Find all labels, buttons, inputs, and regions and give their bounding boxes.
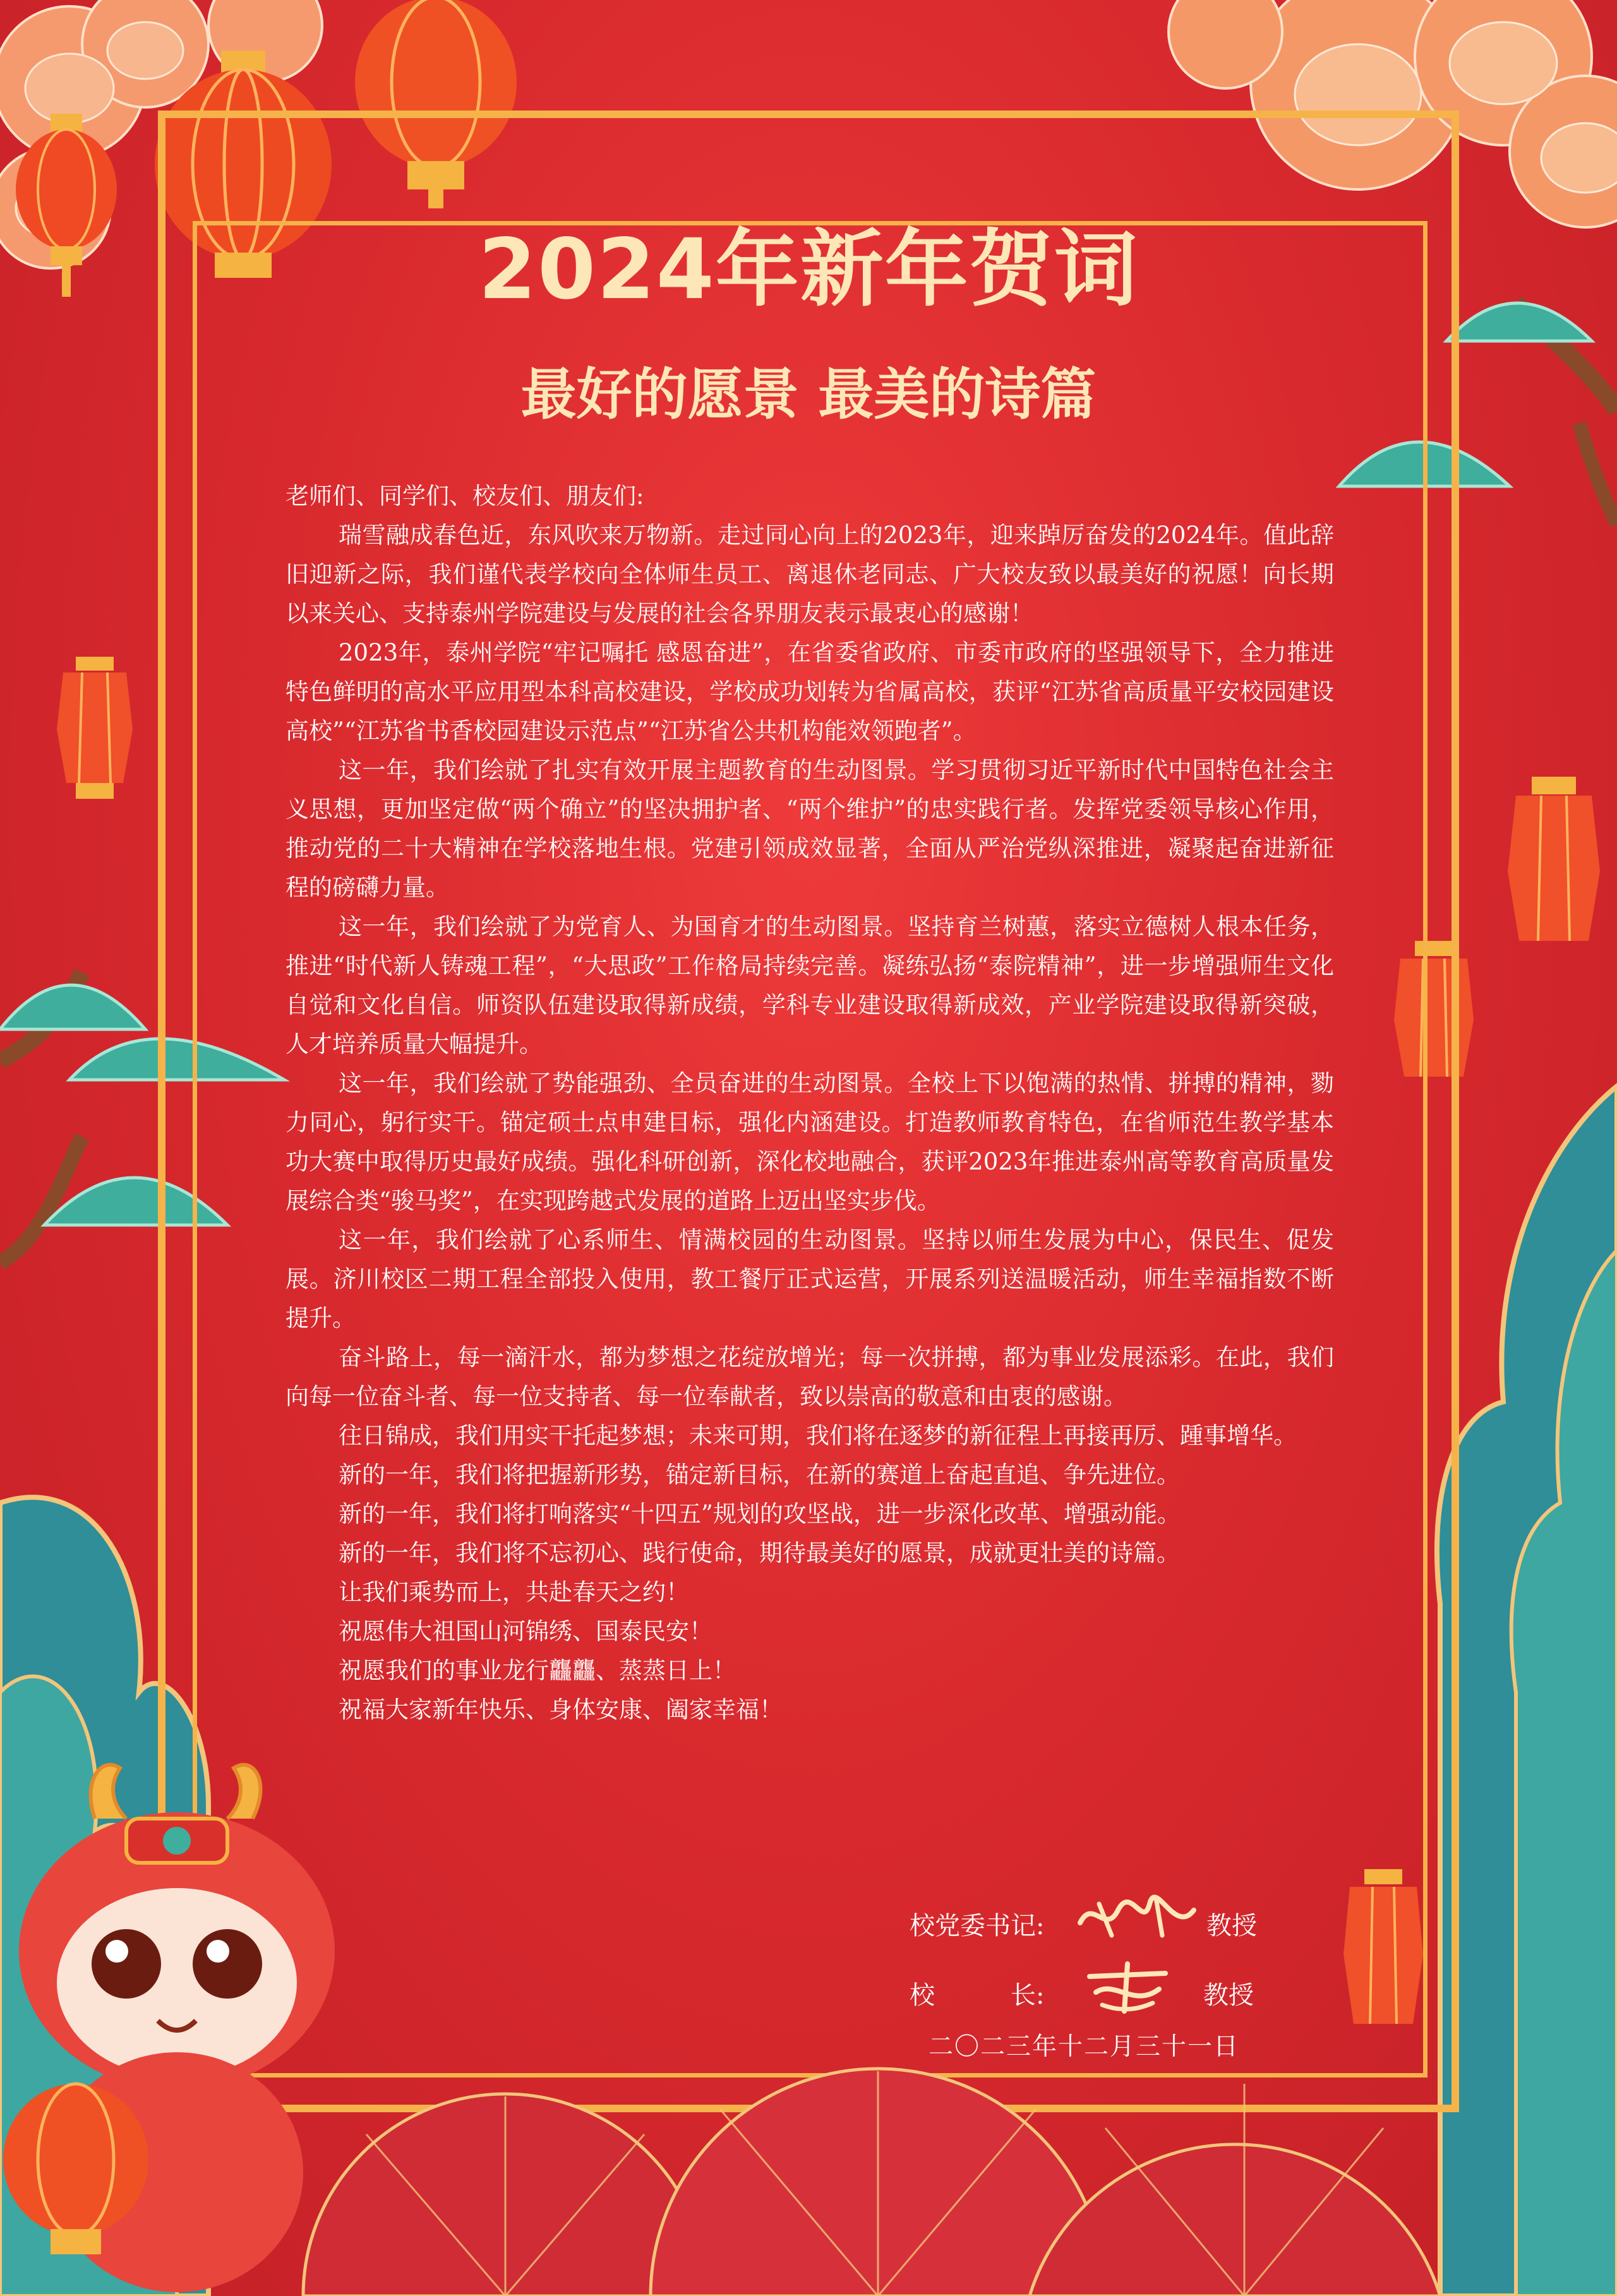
page-title: 2024年新年贺词 bbox=[478, 221, 1139, 318]
paragraph: 往日锦成，我们用实干托起梦想；未来可期，我们将在逐梦的新征程上再接再厉、踵事增华。 bbox=[339, 1422, 1297, 1449]
paragraph: 新的一年，我们将把握新形势，锚定新目标，在新的赛道上奋起直追、争先进位。 bbox=[339, 1461, 1180, 1488]
lantern-icon bbox=[54, 657, 136, 802]
signature-role-president: 校 长: bbox=[910, 1981, 1045, 2010]
letter-date: 二〇二三年十二月三十一日 bbox=[929, 2033, 1240, 2061]
signature-title-secretary: 教授 bbox=[1206, 1911, 1257, 1940]
paragraph: 祝愿我们的事业龙行龘龘、蒸蒸日上！ bbox=[339, 1657, 736, 1684]
paragraph: 让我们乘势而上，共赴春天之约！ bbox=[339, 1579, 689, 1606]
signature-title-president: 教授 bbox=[1203, 1981, 1254, 2010]
paragraph: 2023年，泰州学院“牢记嘱托 感恩奋进”，在省委省政府、市委市政府的坚强领导下，全力推进特色鲜明的高水平应用型本科高校建设，学校成功划转为省属高校，获评“江苏省高质量平安校园建设高校”“江苏省书香校园建设示范点”“江苏省公共机构能效领跑者”。 bbox=[286, 639, 1334, 744]
letter-body bbox=[286, 477, 1334, 1730]
paragraph: 祝福大家新年快乐、身体安康、阖家幸福！ bbox=[339, 1696, 783, 1723]
paragraph: 新的一年，我们将不忘初心、践行使命，期待最美好的愿景，成就更壮美的诗篇。 bbox=[339, 1540, 1180, 1567]
fan-icon bbox=[240, 2008, 1440, 2296]
paragraph: 新的一年，我们将打响落实“十四五”规划的攻坚战，进一步深化改革、增强动能。 bbox=[339, 1500, 1181, 1528]
paragraph: 这一年，我们绘就了扎实有效开展主题教育的生动图景。学习贯彻习近平新时代中国特色社会主义思想，更加坚定做“两个确立”的坚决拥护者、“两个维护”的忠实践行者。发挥党委领导核心作用，推动党的二十大精神在学校落地生根。党建引领成效显著，全面从严治党纵深推进，凝聚起奋进新征程的磅礴力量。 bbox=[286, 756, 1334, 901]
paragraph: 这一年，我们绘就了心系师生、情满校园的生动图景。坚持以师生发展为中心，保民生、促发展。济川校区二期工程全部投入使用，教工餐厅正式运营，开展系列送温暖活动，师生幸福指数不断提升。 bbox=[286, 1226, 1334, 1332]
dragon-mascot-icon bbox=[0, 1743, 354, 2296]
paragraph: 瑞雪融成春色近，东风吹来万物新。走过同心向上的2023年，迎来踔厉奋发的2024年。值此辞旧迎新之际，我们谨代表学校向全体师生员工、离退休老同志、广大校友致以最美好的祝愿！向长期以来关心、支持泰州学院建设与发展的社会各界朋友表示最衷心的感谢！ bbox=[286, 522, 1334, 627]
greeting: 老师们、同学们、校友们、朋友们: bbox=[286, 482, 644, 510]
handwritten-signature-secretary bbox=[1074, 1891, 1200, 1942]
paragraph: 奋斗路上，每一滴汗水，都为梦想之花绽放增光；每一次拼搏，都为事业发展添彩。在此，我们向每一位奋斗者、每一位支持者、每一位奉献者，致以崇高的敬意和由衷的感谢。 bbox=[286, 1344, 1334, 1410]
signature-role-secretary: 校党委书记: bbox=[910, 1911, 1045, 1940]
handwritten-signature-president bbox=[1077, 1958, 1178, 2014]
page-subtitle: 最好的愿景 最美的诗篇 bbox=[520, 362, 1097, 427]
paragraph: 这一年，我们绘就了为党育人、为国育才的生动图景。坚持育兰树蕙，落实立德树人根本任务，推进“时代新人铸魂工程”，“大思政”工作格局持续完善。凝练弘扬“泰院精神”，进一步增强师生文化自觉和文化自信。师资队伍建设取得新成绩，学科专业建设取得新成效，产业学院建设取得新突破，人才培养质量大幅提升。 bbox=[286, 913, 1334, 1058]
lantern-icon bbox=[1506, 777, 1601, 960]
paragraph: 祝愿伟大祖国山河锦绣、国泰民安！ bbox=[339, 1618, 712, 1645]
paragraph: 这一年，我们绘就了势能强劲、全员奋进的生动图景。全校上下以饱满的热情、拼搏的精神，勠力同心，躬行实干。锚定硕士点申建目标，强化内涵建设。打造教师教育特色，在省师范生教学基本功大赛中取得历史最好成绩。强化科研创新，深化校地融合，获评2023年推进泰州高等教育高质量发展综合类“骏马奖”，在实现跨越式发展的道路上迈出坚实步伐。 bbox=[286, 1070, 1334, 1214]
